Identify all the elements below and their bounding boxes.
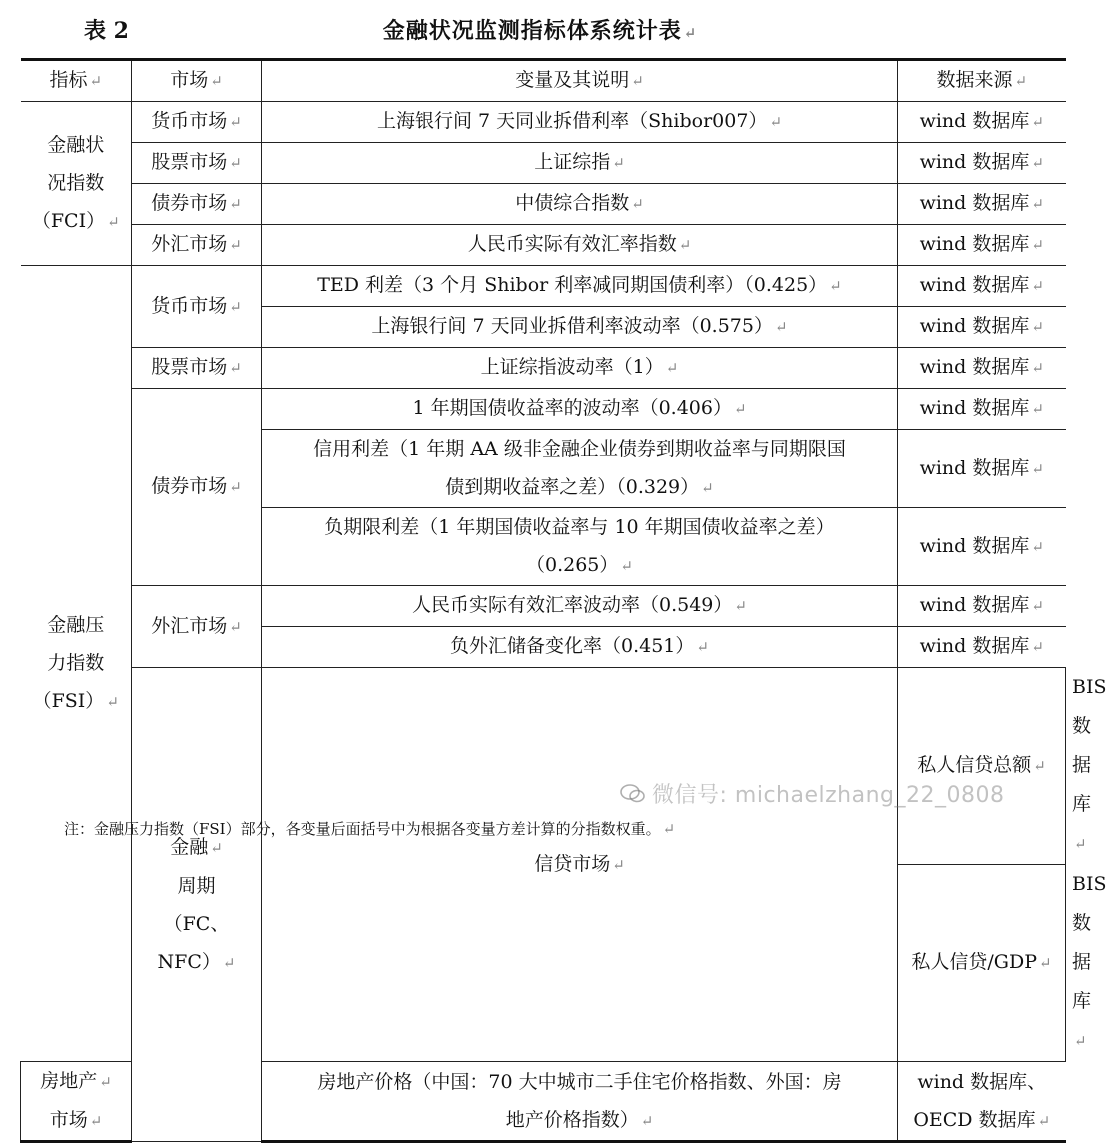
indicator-table-wrapper xyxy=(20,58,1106,1143)
variable-cell: 房地产价格（中国：70 大中城市二手住宅价格指数、外国：房 地产价格指数） ↵ xyxy=(262,1062,898,1142)
market-cell: 股票市场 ↵ xyxy=(132,348,262,389)
variable-cell: 1 年期国债收益率的波动率（0.406） ↵ xyxy=(262,389,898,430)
wechat-watermark: 微信号: michaelzhang_22_0808 xyxy=(620,778,1004,809)
table-row xyxy=(21,184,1066,225)
table-row xyxy=(21,266,1066,307)
source-cell: wind 数据库 ↵ xyxy=(898,102,1066,143)
market-cell: 外汇市场 ↵ xyxy=(132,225,262,266)
variable-cell: 私人信贷/GDP ↵ xyxy=(898,865,1066,1062)
table-header-row xyxy=(21,60,1066,102)
table-row: 金融 ↵ 周期 （FC、 NFC） ↵ 信贷市场 ↵ 私人信贷总额 ↵ BIS 数据库↵ xyxy=(21,668,1066,865)
indicator-table xyxy=(20,58,1106,1143)
source-cell: wind 数据库 ↵ xyxy=(898,586,1066,627)
table-row xyxy=(21,389,1066,430)
source-cell: wind 数据库 ↵ xyxy=(898,627,1066,668)
table-row xyxy=(21,143,1066,184)
source-cell: wind 数据库 ↵ xyxy=(898,184,1066,225)
source-cell: wind 数据库 ↵ xyxy=(898,143,1066,184)
header-variable: 变量及其说明 ↵ xyxy=(262,60,898,102)
source-cell: wind 数据库 ↵ xyxy=(898,266,1066,307)
table-label: 表 2 xyxy=(84,18,129,44)
indicator-fci: 金融状 况指数 （FCI） ↵ xyxy=(21,102,132,266)
market-cell: 债券市场 ↵ xyxy=(132,184,262,225)
indicator-fc: 金融 ↵ 周期 （FC、 NFC） ↵ xyxy=(132,668,262,1142)
variable-cell: 上海银行间 7 天同业拆借利率波动率（0.575） ↵ xyxy=(262,307,898,348)
variable-cell: 负期限利差（1 年期国债收益率与 10 年期国债收益率之差） （0.265） ↵ xyxy=(262,508,898,586)
variable-cell: 中债综合指数 ↵ xyxy=(262,184,898,225)
table-row xyxy=(21,348,1066,389)
table-title: 金融状况监测指标体系统计表 ↵ xyxy=(382,18,698,44)
table-row xyxy=(21,102,1066,143)
variable-cell: 上证综指 ↵ xyxy=(262,143,898,184)
variable-cell: 私人信贷总额 ↵ xyxy=(898,668,1066,865)
variable-cell: 人民币实际有效汇率波动率（0.549） ↵ xyxy=(262,586,898,627)
variable-cell: 人民币实际有效汇率指数 ↵ xyxy=(262,225,898,266)
variable-cell: 上证综指波动率（1） ↵ xyxy=(262,348,898,389)
market-cell: 债券市场 ↵ xyxy=(132,389,262,586)
header-market: 市场 ↵ xyxy=(132,60,262,102)
table-row xyxy=(21,225,1066,266)
source-cell: wind 数据库 ↵ xyxy=(898,389,1066,430)
table-row xyxy=(21,586,1066,627)
variable-cell: TED 利差（3 个月 Shibor 利率减同期国债利率）（0.425） ↵ xyxy=(262,266,898,307)
source-cell: wind 数据库 ↵ xyxy=(898,348,1066,389)
market-cell: 货币市场 ↵ xyxy=(132,266,262,348)
variable-cell: 负外汇储备变化率（0.451） ↵ xyxy=(262,627,898,668)
market-cell: 股票市场 ↵ xyxy=(132,143,262,184)
indicator-fsi: 金融压 力指数 （FSI） ↵ xyxy=(21,266,132,1062)
market-cell: 外汇市场 ↵ xyxy=(132,586,262,668)
market-cell: 货币市场 ↵ xyxy=(132,102,262,143)
market-cell: 房地产 ↵ 市场 ↵ xyxy=(21,1062,132,1142)
source-cell: wind 数据库 ↵ xyxy=(898,225,1066,266)
header-source: 数据来源 ↵ xyxy=(898,60,1066,102)
wechat-icon xyxy=(620,784,646,804)
variable-cell: 上海银行间 7 天同业拆借利率（Shibor007） ↵ xyxy=(262,102,898,143)
source-cell: wind 数据库、 OECD 数据库 ↵ xyxy=(898,1062,1066,1142)
market-cell: 信贷市场 ↵ xyxy=(262,668,898,1062)
table-row: 私人信贷/GDP ↵ BIS 数据库↵ xyxy=(21,865,1066,1062)
variable-cell: 信用利差（1 年期 AA 级非金融企业债券到期收益率与同期限国 债到期收益率之差）（0.329） ↵ xyxy=(262,430,898,508)
source-cell: wind 数据库 ↵ xyxy=(898,430,1066,508)
table-footnote: 注：金融压力指数（FSI）部分，各变量后面括号中为根据各变量方差计算的分指数权重。 ↵ xyxy=(64,820,676,838)
source-cell: wind 数据库 ↵ xyxy=(898,307,1066,348)
source-cell: wind 数据库 ↵ xyxy=(898,508,1066,586)
header-indicator: 指标 ↵ xyxy=(21,60,132,102)
table-caption xyxy=(0,14,1080,50)
